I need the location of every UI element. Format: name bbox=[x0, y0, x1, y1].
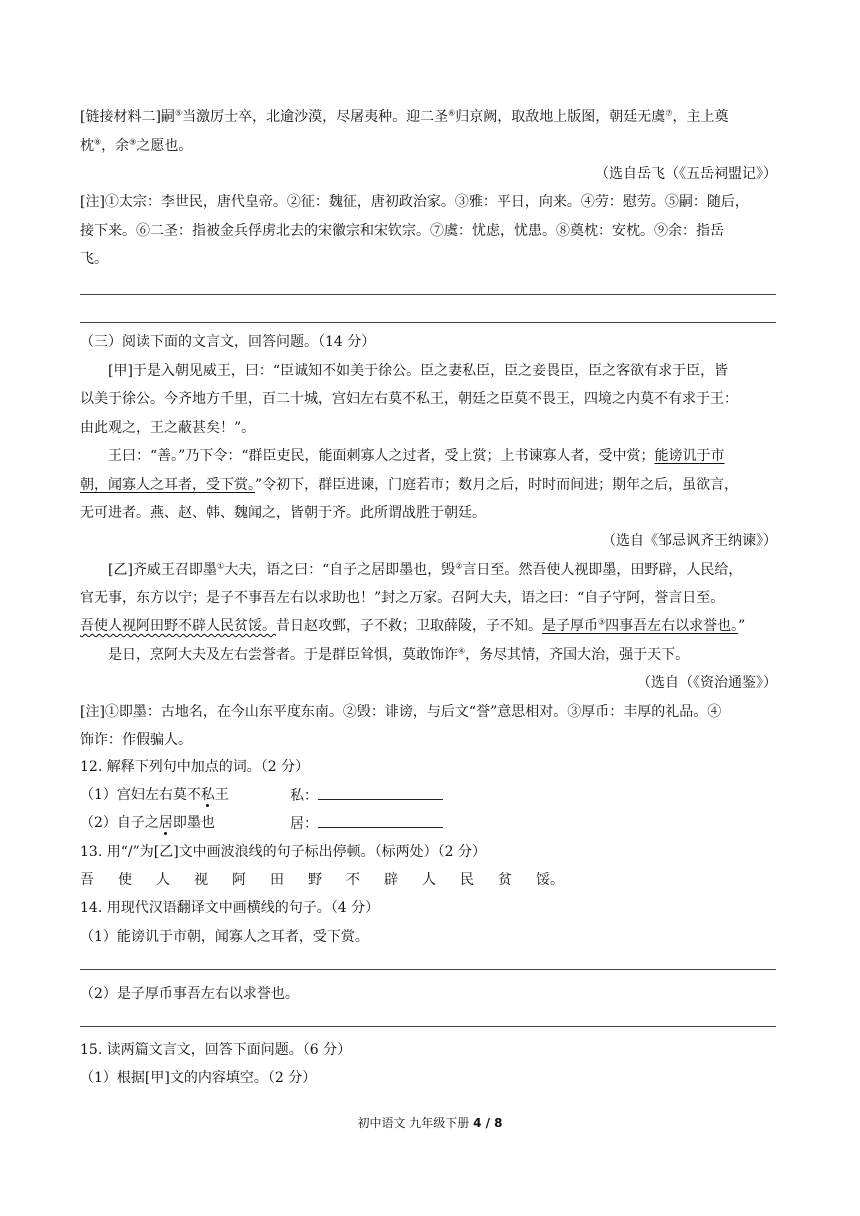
text: ，务尽其情，齐国大治，强于天下。 bbox=[465, 647, 690, 663]
link2-line2 bbox=[80, 136, 192, 156]
link2-line1 bbox=[80, 107, 728, 127]
char[interactable]: 辟 bbox=[384, 872, 398, 888]
jia-p2-line1 bbox=[108, 446, 724, 466]
text: 即墨也 bbox=[172, 815, 215, 831]
char[interactable]: 使 bbox=[118, 872, 132, 888]
char[interactable]: 田 bbox=[270, 872, 284, 888]
text: 昔日赵攻鄄，子不救；卫取薛陵，子不知。 bbox=[276, 618, 542, 634]
text: 王曰：“善。”乃下令：“群臣吏民，能面刺寡人之过者，受上赏；上书谏寡人者，受中赏； bbox=[108, 448, 655, 464]
text: 枕 bbox=[80, 138, 94, 154]
text: 言日至。然吾使人视即墨，田野辟，人民给， bbox=[462, 562, 743, 578]
q13-title: 13. 用“/”为[乙]文中画波浪线的句子标出停顿。（标两处）（2 分） bbox=[80, 844, 487, 860]
jia-p1-line3: 由此观之，王之蔽甚矣！”。 bbox=[80, 420, 256, 436]
text: 是子厚币 bbox=[542, 618, 598, 634]
dotted-word: 私 bbox=[200, 787, 215, 803]
note-ref: ④ bbox=[458, 646, 466, 656]
note-ref: ③ bbox=[598, 617, 606, 627]
text: （2）自子之 bbox=[80, 815, 159, 831]
dotted-word: 居 bbox=[158, 815, 173, 831]
text: （1）宫妇左右莫不 bbox=[80, 787, 201, 803]
answer-line[interactable] bbox=[80, 322, 776, 323]
q14-item1: （1）能谤讥于市朝，闻寡人之耳者，受下赏。 bbox=[80, 929, 369, 945]
underlined-sentence: 能谤讥于市 bbox=[654, 448, 725, 464]
jia-p1-line2: 以美于徐公。今齐地方千里，百二十城，宫妇左右莫不私王，朝廷之臣莫不畏王，四境之内莫不有求于王： bbox=[80, 391, 738, 407]
yi-p1-line2: 官无事，东方以宁；是子不事吾左右以求助也！”封之万家。召阿大夫，语之曰：“自子守阿，誉言日至。 bbox=[80, 590, 725, 606]
text: ，主上奠 bbox=[672, 109, 729, 125]
text: [链接材料二]嗣 bbox=[80, 109, 175, 125]
link2-source: （选自岳飞（《五岳祠盟记》） bbox=[595, 166, 777, 182]
page-footer bbox=[0, 1114, 860, 1131]
char[interactable]: 吾 bbox=[80, 872, 94, 888]
answer-label: 居： bbox=[290, 816, 318, 832]
char[interactable]: 不 bbox=[346, 872, 360, 888]
note-ref: ⑦ bbox=[665, 108, 673, 118]
notes1-line1: [注]①太宗：李世民，唐代皇帝。②征：魏征，唐初政治家。③雅：平日，向来。④劳：慰劳。⑤嗣：随后， bbox=[80, 194, 749, 210]
text: [乙]齐威王召即墨 bbox=[108, 562, 217, 578]
text: 当激厉士卒，北逾沙漠，尽屠夷种。迎二圣 bbox=[182, 109, 449, 125]
footer-text: 初中语文 九年级下册 bbox=[357, 1116, 474, 1130]
q15-item1: （1）根据[甲]文的内容填空。（2 分） bbox=[80, 1070, 317, 1086]
q13-sentence bbox=[80, 870, 574, 890]
jia-source: （选自《邹忌讽齐王纳谏》） bbox=[602, 533, 777, 549]
char[interactable]: 民 bbox=[460, 872, 474, 888]
q12-title: 12. 解释下列句中加点的词。（2 分） bbox=[80, 759, 310, 775]
page-number: 4 / 8 bbox=[473, 1116, 503, 1130]
text: 四事吾左右以求誉也。 bbox=[605, 618, 739, 634]
notes1-line2: 接下来。⑥二圣：指被金兵俘虏北去的宋徽宗和宋钦宗。⑦虞：忧虑，忧患。⑧奠枕：安枕。⑨余：指岳 bbox=[80, 223, 724, 239]
q12-answer1[interactable] bbox=[290, 785, 443, 806]
char[interactable]: 野 bbox=[308, 872, 322, 888]
answer-label: 私： bbox=[290, 788, 318, 804]
text: ，余 bbox=[101, 138, 130, 154]
answer-line[interactable] bbox=[80, 1026, 776, 1027]
jia-p1-line1: [甲]于是入朝见威王，曰：“臣诚知不如美于徐公。臣之妻私臣，臣之妾畏臣，臣之客欲有求于臣，皆 bbox=[108, 363, 729, 379]
note-ref: ⑤ bbox=[174, 108, 183, 118]
notes2-line2: 饰诈：作假骗人。 bbox=[80, 732, 192, 748]
text: 归京阙，取敌地上版图，朝廷无虞 bbox=[455, 109, 666, 125]
q12-answer2[interactable] bbox=[290, 813, 443, 834]
note-ref: ⑨ bbox=[129, 137, 137, 147]
yi-source: （选自（《资治通鉴》） bbox=[637, 675, 777, 691]
note-ref: ① bbox=[216, 561, 225, 571]
yi-p1-line3 bbox=[80, 616, 745, 636]
char[interactable]: 视 bbox=[194, 872, 208, 888]
q15-title: 15. 读两篇文言文，回答下面问题。（6 分） bbox=[80, 1042, 352, 1058]
underlined-sentence: 朝，闻寡人之耳者，受下赏。 bbox=[80, 477, 255, 493]
char[interactable]: 人 bbox=[422, 872, 436, 888]
yi-p2 bbox=[108, 645, 689, 665]
wavy-sentence: 吾使人视阿田野不辟人民贫馁。 bbox=[80, 618, 276, 634]
q12-item2 bbox=[80, 813, 215, 833]
text: 之愿也。 bbox=[136, 138, 193, 154]
yi-p1-line1 bbox=[108, 560, 742, 580]
answer-line[interactable] bbox=[80, 969, 776, 970]
q12-item1 bbox=[80, 785, 229, 805]
notes2-line1: [注]①即墨：古地名，在今山东平度东南。②毁：诽谤，与后文“誉”意思相对。③厚币：丰厚的礼品。④ bbox=[80, 704, 722, 720]
text: 王 bbox=[214, 787, 229, 803]
answer-blank[interactable] bbox=[318, 785, 443, 800]
answer-line[interactable] bbox=[80, 294, 776, 295]
char[interactable]: 馁。 bbox=[536, 872, 564, 888]
note-ref: ⑧ bbox=[94, 137, 102, 147]
answer-blank[interactable] bbox=[318, 813, 443, 828]
char[interactable]: 人 bbox=[156, 872, 170, 888]
text: ”令初下，群臣进谏，门庭若市；数月之后，时时而间进；期年之后，虽欲言， bbox=[255, 477, 739, 493]
section-heading: （三）阅读下面的文言文，回答问题。（14 分） bbox=[80, 334, 376, 350]
jia-p2-line2 bbox=[80, 475, 738, 495]
notes1-line3: 飞。 bbox=[80, 251, 108, 267]
char[interactable]: 阿 bbox=[232, 872, 246, 888]
char[interactable]: 贫 bbox=[498, 872, 512, 888]
note-ref: ⑥ bbox=[448, 108, 456, 118]
text: 是日，烹阿大夫及左右尝誉者。于是群臣耸惧，莫敢饰诈 bbox=[108, 647, 458, 663]
text: ” bbox=[738, 618, 746, 634]
q14-item2: （2）是子厚币事吾左右以求誉也。 bbox=[80, 986, 299, 1002]
underlined-sentence bbox=[542, 618, 738, 634]
note-ref: ② bbox=[455, 561, 463, 571]
jia-p2-line3: 无可进者。燕、赵、韩、魏闻之，皆朝于齐。此所谓战胜于朝廷。 bbox=[80, 505, 486, 521]
text: 大夫，语之曰：“自子之居即墨也，毁 bbox=[224, 562, 456, 578]
q14-title: 14. 用现代汉语翻译文中画横线的句子。（4 分） bbox=[80, 900, 380, 916]
